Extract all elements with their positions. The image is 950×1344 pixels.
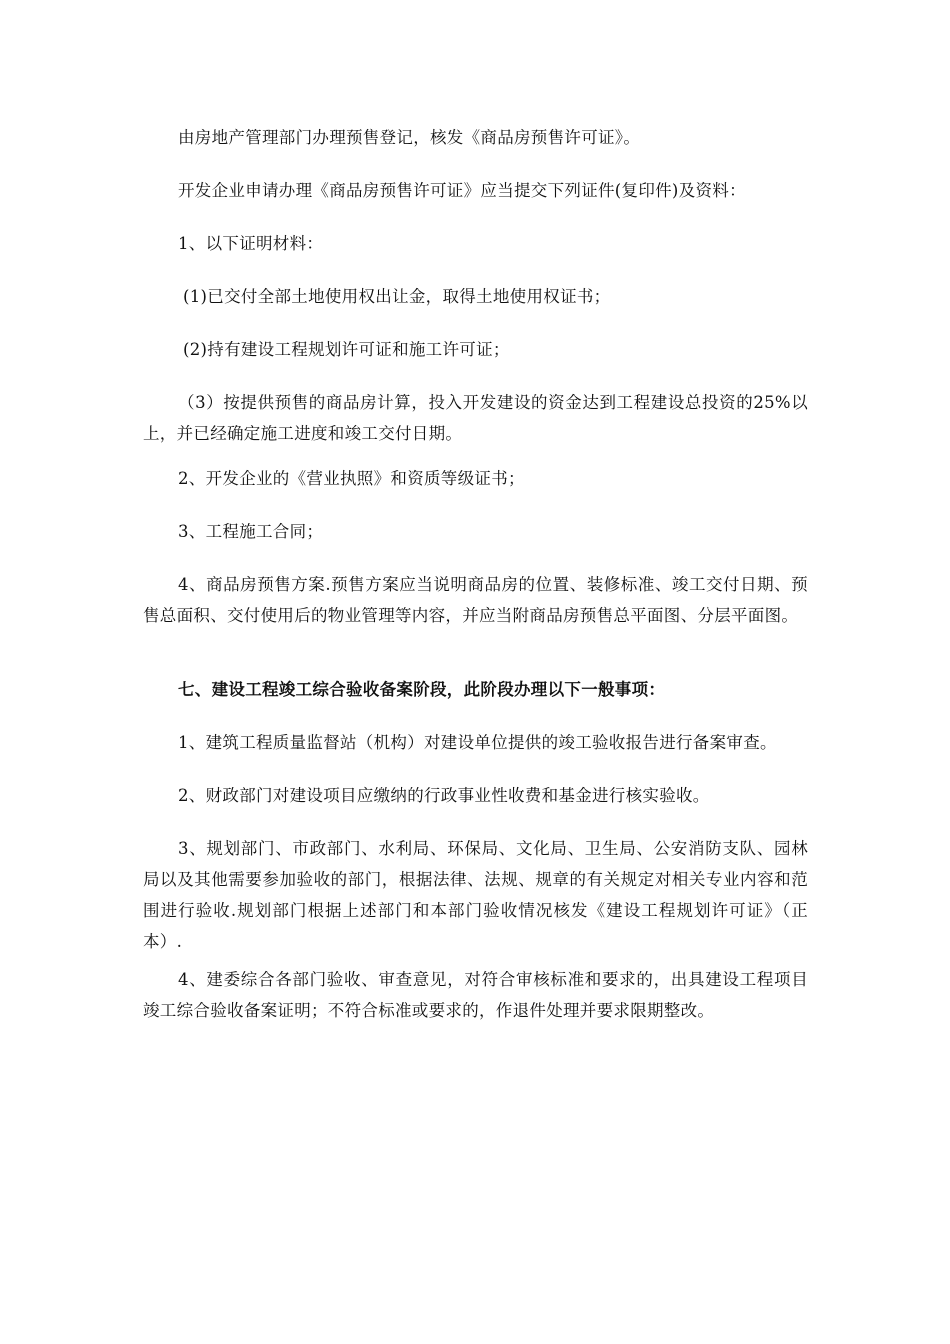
list-subitem-3-investment: （3）按提供预售的商品房计算，投入开发建设的资金达到工程建设总投资的25%以上，并已经确定施工进度和竣工交付日期。 xyxy=(143,393,808,443)
section7-item-1: 1、建筑工程质量监督站（机构）对建设单位提供的竣工验收报告进行备案审查。 xyxy=(178,733,777,752)
section-heading-7: 七、建设工程竣工综合验收备案阶段，此阶段办理以下一般事项： xyxy=(178,680,666,699)
list-item-4-presale-plan: 4、商品房预售方案.预售方案应当说明商品房的位置、装修标准、竣工交付日期、预售总面积、交付使用后的物业管理等内容，并应当附商品房预售总平面图、分层平面图。 xyxy=(143,575,808,625)
section7-item-4: 4、建委综合各部门验收、审查意见，对符合审核标准和要求的，出具建设工程项目竣工综合验收备案证明；不符合标准或要求的，作退件处理并要求限期整改。 xyxy=(143,970,808,1020)
list-item-1-proof-materials: 1、以下证明材料： xyxy=(178,234,324,253)
paragraph-presale-registration: 由房地产管理部门办理预售登记，核发《商品房预售许可证》。 xyxy=(178,128,641,147)
list-subitem-2-permits: (2)持有建设工程规划许可证和施工许可证； xyxy=(183,340,510,359)
list-item-3-construction-contract: 3、工程施工合同； xyxy=(178,522,324,541)
section7-item-3: 3、规划部门、市政部门、水利局、环保局、文化局、卫生局、公安消防支队、园林局以及其他需要参加验收的部门，根据法律、法规、规章的有关规定对相关专业内容和范围进行验收.规划部门根据上述部门和本部门验收情况核发《建设工程规划许可证》（正本）. xyxy=(143,839,808,951)
section7-item-2: 2、财政部门对建设项目应缴纳的行政事业性收费和基金进行核实验收。 xyxy=(178,786,710,805)
list-subitem-1-land-use: (1)已交付全部土地使用权出让金，取得土地使用权证书； xyxy=(183,287,611,306)
paragraph-application-documents: 开发企业申请办理《商品房预售许可证》应当提交下列证件(复印件)及资料： xyxy=(178,181,746,200)
list-item-2-business-license: 2、开发企业的《营业执照》和资质等级证书； xyxy=(178,469,525,488)
